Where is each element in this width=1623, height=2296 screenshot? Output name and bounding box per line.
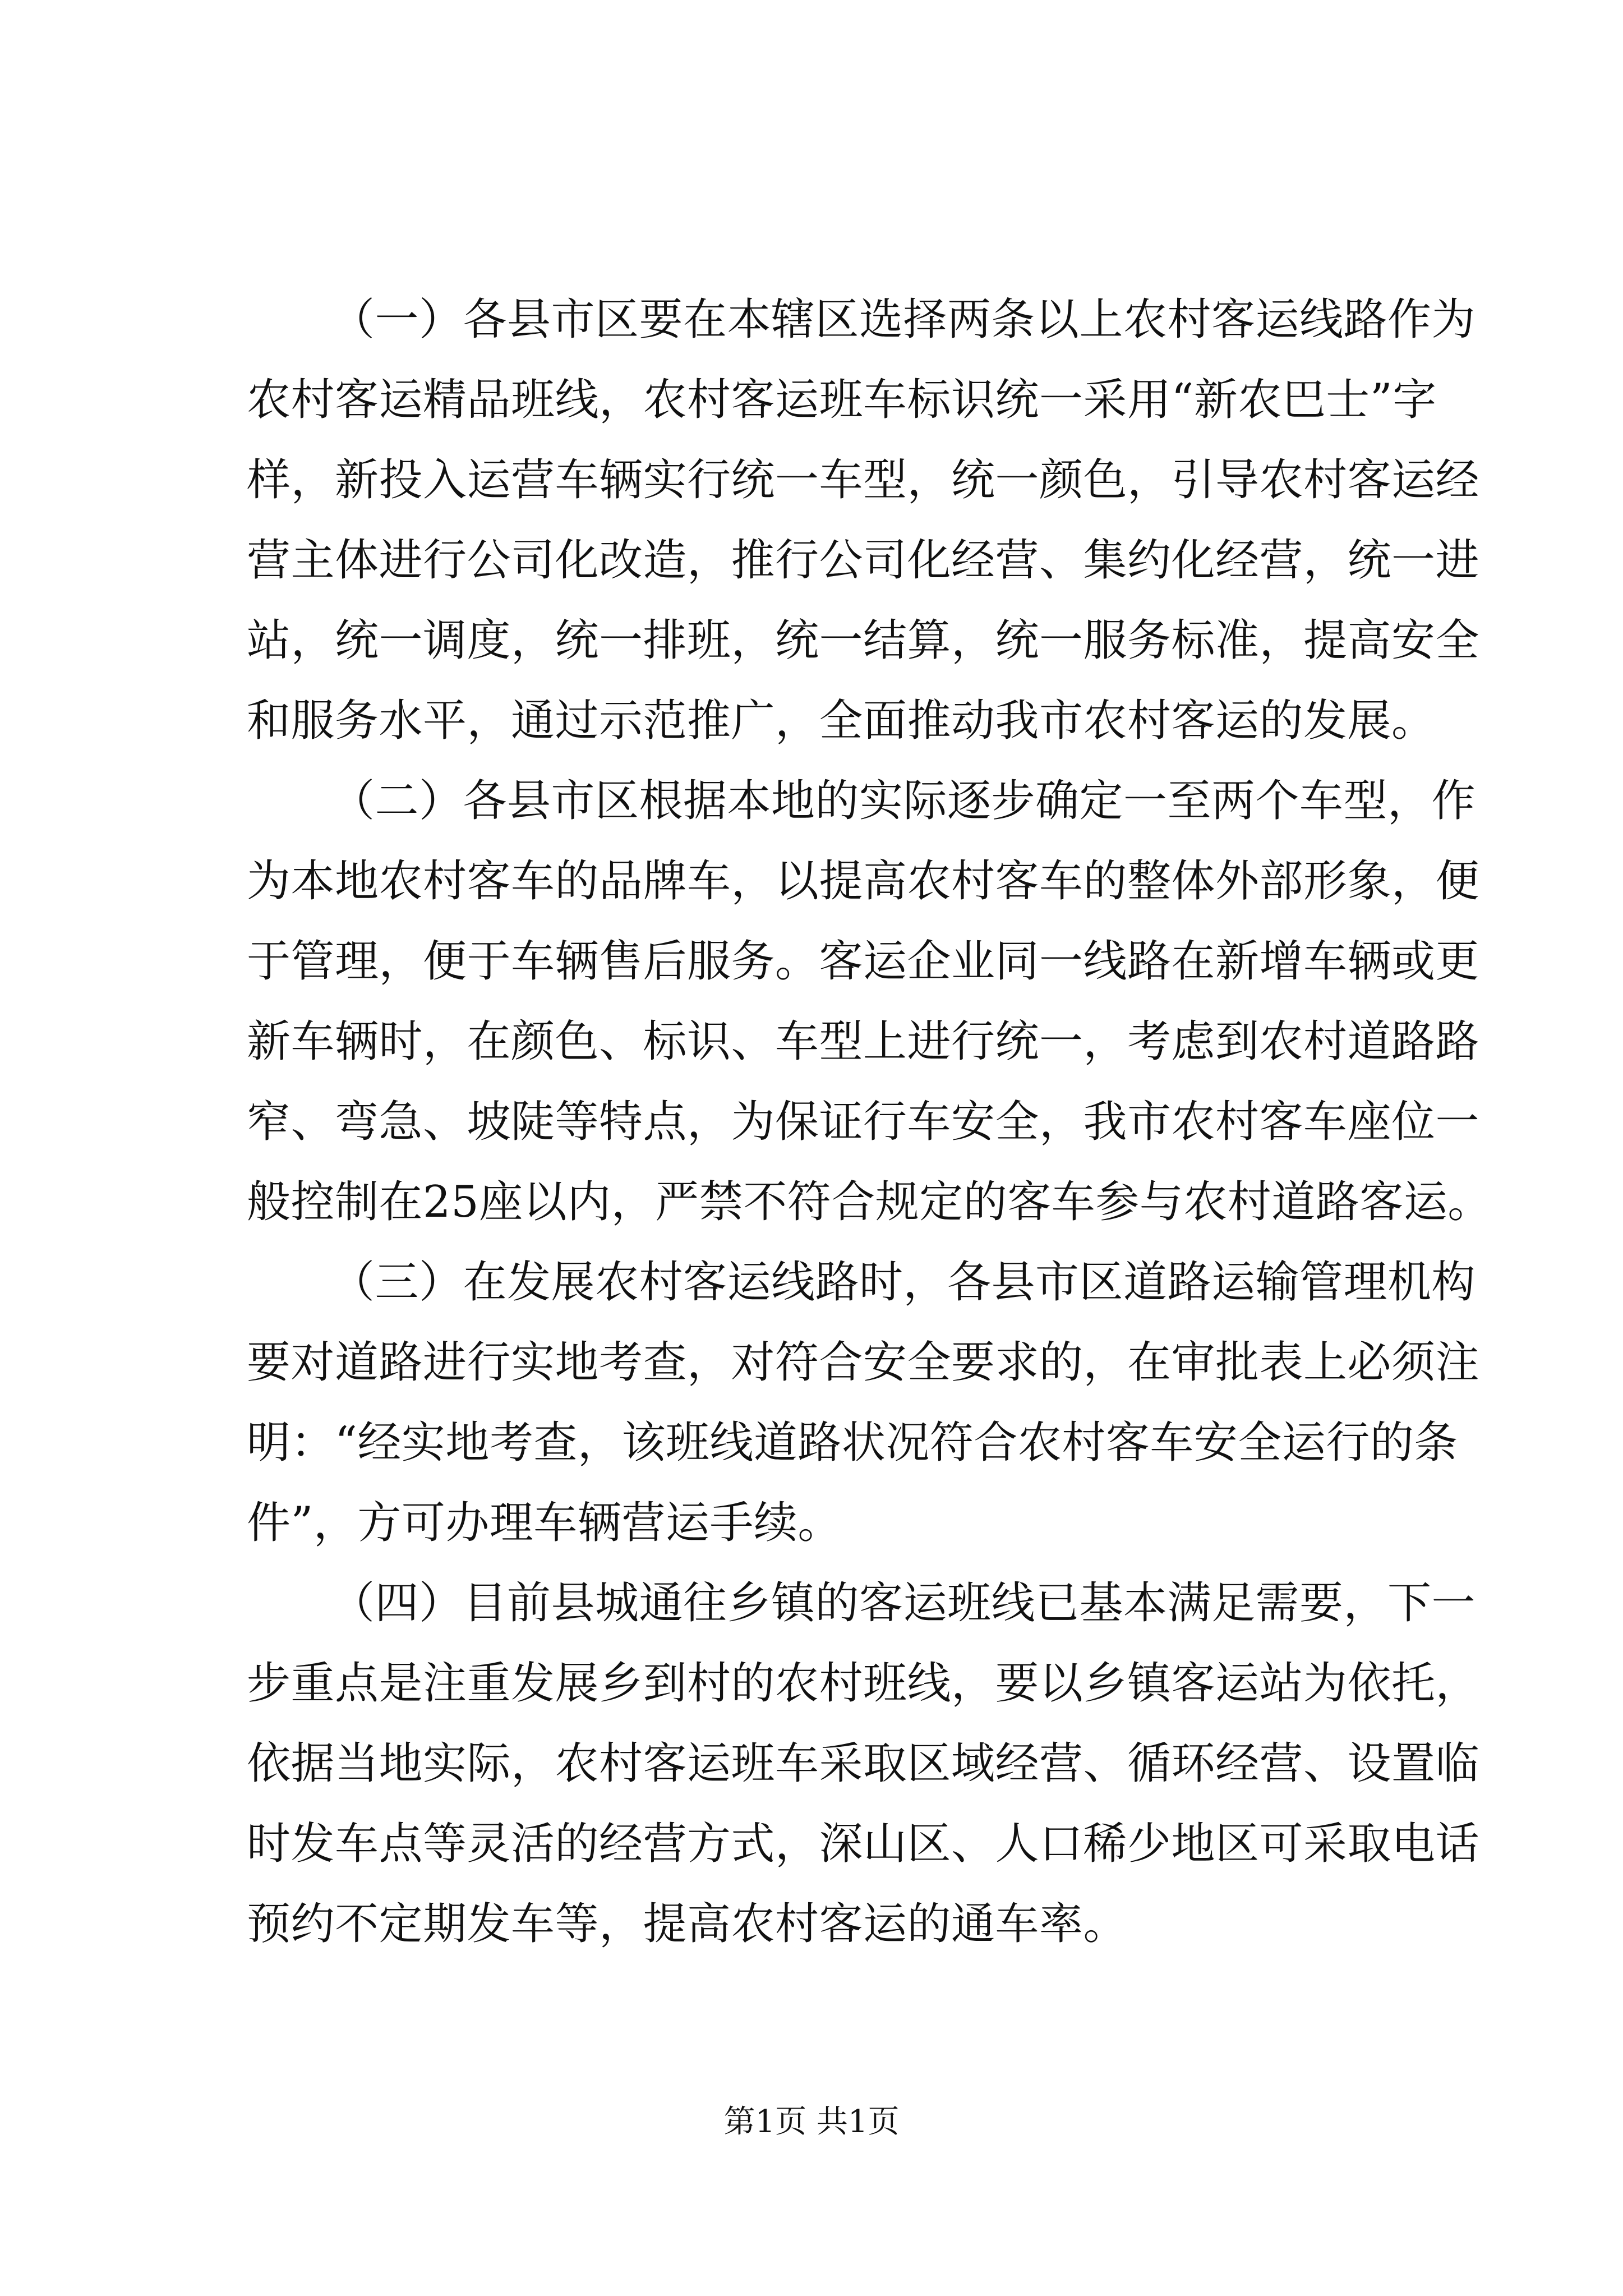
paragraph-line: （二）各县市区根据本地的实际逐步确定一至两个车型，作 [331, 776, 1476, 826]
paragraph-line: 营主体进行公司化改造，推行公司化经营、集约化经营，统一进 [247, 535, 1480, 586]
paragraph-line: （四）目前县城通往乡镇的客运班线已基本满足需要，下一 [331, 1578, 1476, 1628]
paragraph-line: 时发车点等灵活的经营方式，深山区、人口稀少地区可采取电话 [247, 1819, 1480, 1869]
paragraph-line: 件”，方可办理车辆营运手续。 [247, 1498, 842, 1548]
paragraph-line: 样，新投入运营车辆实行统一车型，统一颜色，引导农村客运经 [247, 455, 1480, 505]
paragraph-line: 要对道路进行实地考查，对符合安全要求的，在审批表上必须注 [247, 1337, 1480, 1388]
paragraph-line: 预约不定期发车等，提高农村客运的通车率。 [247, 1899, 1128, 1949]
page-footer: 第1页 共1页 [723, 2104, 900, 2140]
paragraph-line: 于管理，便于车辆售后服务。客运企业同一线路在新增车辆或更 [247, 936, 1480, 987]
paragraph-line: 般控制在25座以内，严禁不符合规定的客车参与农村道路客运。 [247, 1177, 1492, 1227]
paragraph-line: 明：“经实地考查，该班线道路状况符合农村客车安全运行的条 [247, 1418, 1458, 1468]
paragraph-line: 为本地农村客车的品牌车，以提高农村客车的整体外部形象，便 [247, 856, 1480, 907]
paragraph-line: 站，统一调度，统一排班，统一结算，统一服务标准，提高安全 [247, 615, 1480, 666]
paragraph-line: 新车辆时，在颜色、标识、车型上进行统一，考虑到农村道路路 [247, 1016, 1480, 1067]
paragraph-line: 窄、弯急、坡陡等特点，为保证行车安全，我市农村客车座位一 [247, 1097, 1480, 1147]
paragraph-line: （一）各县市区要在本辖区选择两条以上农村客运线路作为 [331, 295, 1476, 345]
paragraph-line: 依据当地实际，农村客运班车采取区域经营、循环经营、设置临 [247, 1738, 1480, 1789]
paragraph-line: 和服务水平，通过示范推广，全面推动我市农村客运的发展。 [247, 696, 1436, 746]
paragraph-line: 农村客运精品班线，农村客运班车标识统一采用“新农巴士”字 [247, 375, 1437, 425]
paragraph-line: （三）在发展农村客运线路时，各县市区道路运输管理机构 [331, 1257, 1476, 1308]
paragraph-line: 步重点是注重发展乡到村的农村班线，要以乡镇客运站为依托， [247, 1658, 1480, 1709]
